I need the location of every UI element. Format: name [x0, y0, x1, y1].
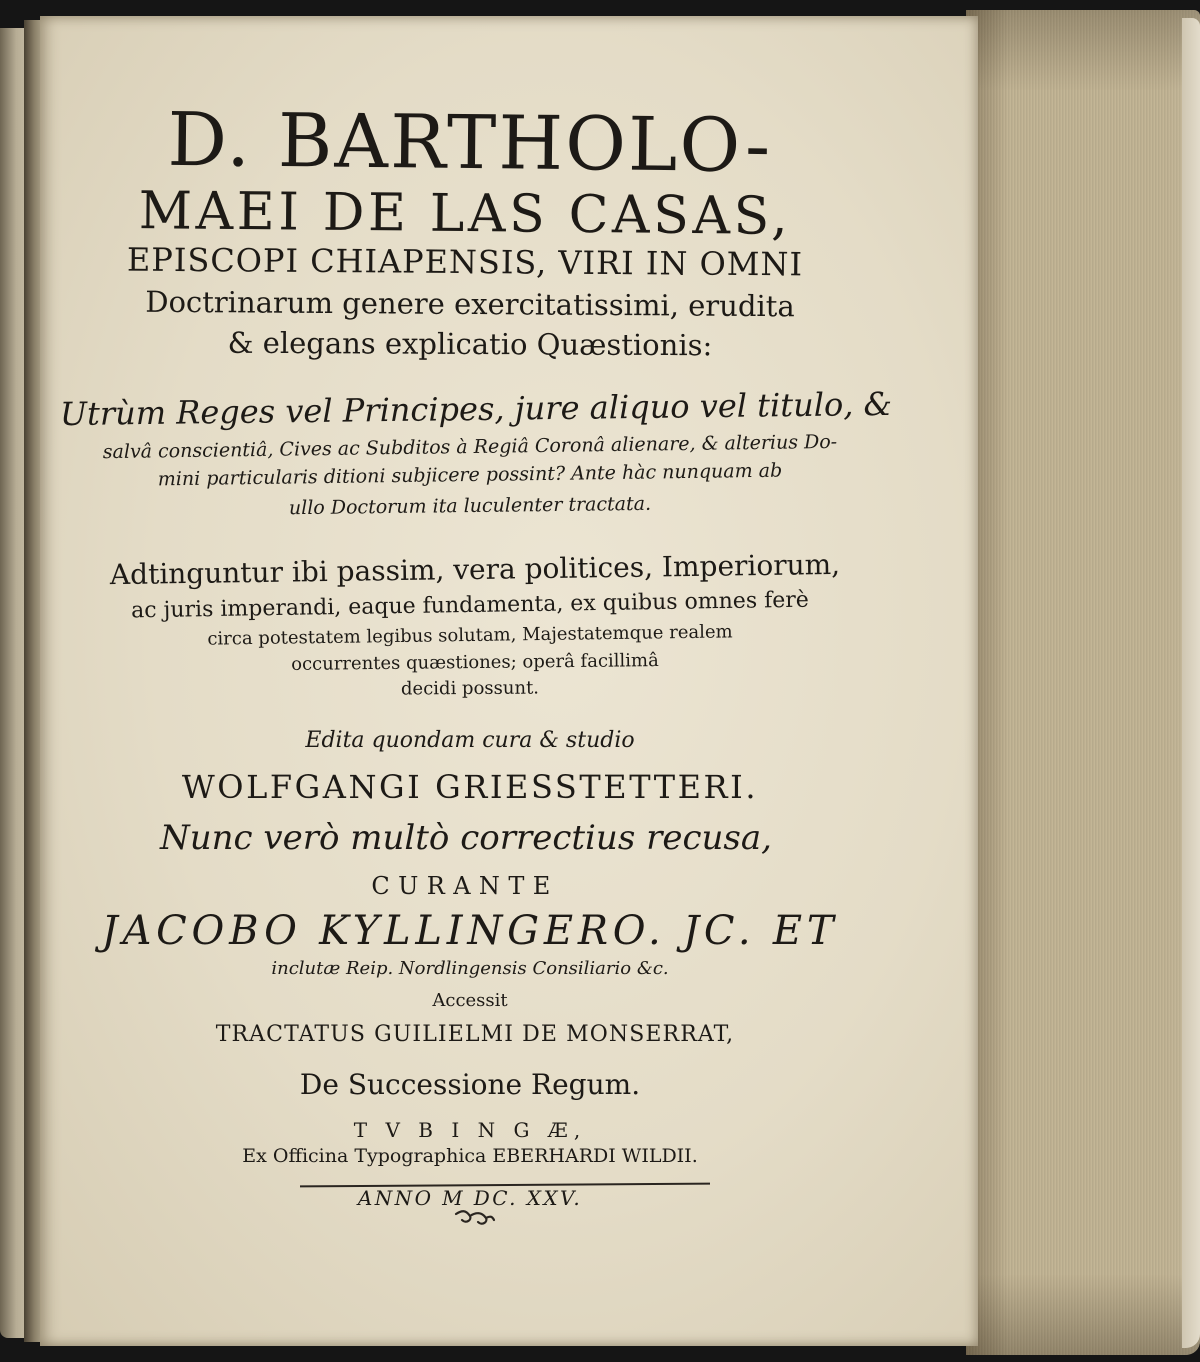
question-line-2: salvâ conscientiâ, Cives ac Subditos à Regiâ Coronâ alienare, & alterius Do- [102, 430, 838, 464]
imprint-year: ANNO M DC. XXV. [357, 1186, 583, 1210]
title-line-1: D. BARTHOLO- [167, 96, 773, 190]
question-line-1: Utrùm Reges vel Principes, jure aliquo vel titulo, & [59, 384, 893, 434]
imprint-printer: Ex Officina Typographica EBERHARDI WILDII. [242, 1145, 698, 1167]
curator-role: inclutæ Reip. Nordlingensis Consiliario &c. [271, 958, 669, 979]
question-line-3: mini particularis ditioni subjicere possint? Ante hàc nunquam ab [157, 459, 783, 491]
editor-name: WOLFGANGI GRIESSTETTERI. [181, 768, 759, 806]
title-line-4: Doctrinarum genere exercitatissimi, erudita [145, 284, 795, 324]
adtinguntur-line-2: ac juris imperandi, eaque fundamenta, ex quibus omnes ferè [130, 587, 810, 624]
question-line-4: ullo Doctorum ita luculenter tractata. [288, 492, 652, 520]
vellum-cover-edge [1182, 18, 1200, 1348]
title-line-5: & elegans explicatio Quæstionis: [227, 325, 713, 363]
de-successione-line: De Successione Regum. [299, 1068, 641, 1101]
adtinguntur-line-5: decidi possunt. [400, 677, 540, 700]
imprint-place: T V B I N G Æ, [353, 1118, 587, 1142]
nunc-line: Nunc verò multò correctius recusa, [160, 818, 772, 858]
adtinguntur-line-4: occurrentes quæstiones; operâ facillimâ [291, 650, 659, 675]
page-block-edges [966, 10, 1200, 1355]
adtinguntur-line-1: Adtinguntur ibi passim, vera politices, Imperiorum, [109, 547, 841, 592]
title-line-3: EPISCOPI CHIAPENSIS, VIRI IN OMNI [126, 240, 804, 284]
title-line-2: MAEI DE LAS CASAS, [138, 181, 792, 247]
tractatus-line: TRACTATUS GUILIELMI DE MONSERRAT, [215, 1022, 735, 1047]
edita-line: Edita quondam cura & studio [305, 728, 635, 753]
curator-name: JACOBO KYLLINGERO. JC. ET [101, 908, 839, 954]
accessit-label: Accessit [432, 990, 508, 1011]
printer-flourish-ornament [452, 1208, 496, 1230]
adtinguntur-line-3: circa potestatem legibus solutam, Majestatemque realem [207, 621, 733, 650]
curante-label: CURANTE [371, 872, 559, 900]
